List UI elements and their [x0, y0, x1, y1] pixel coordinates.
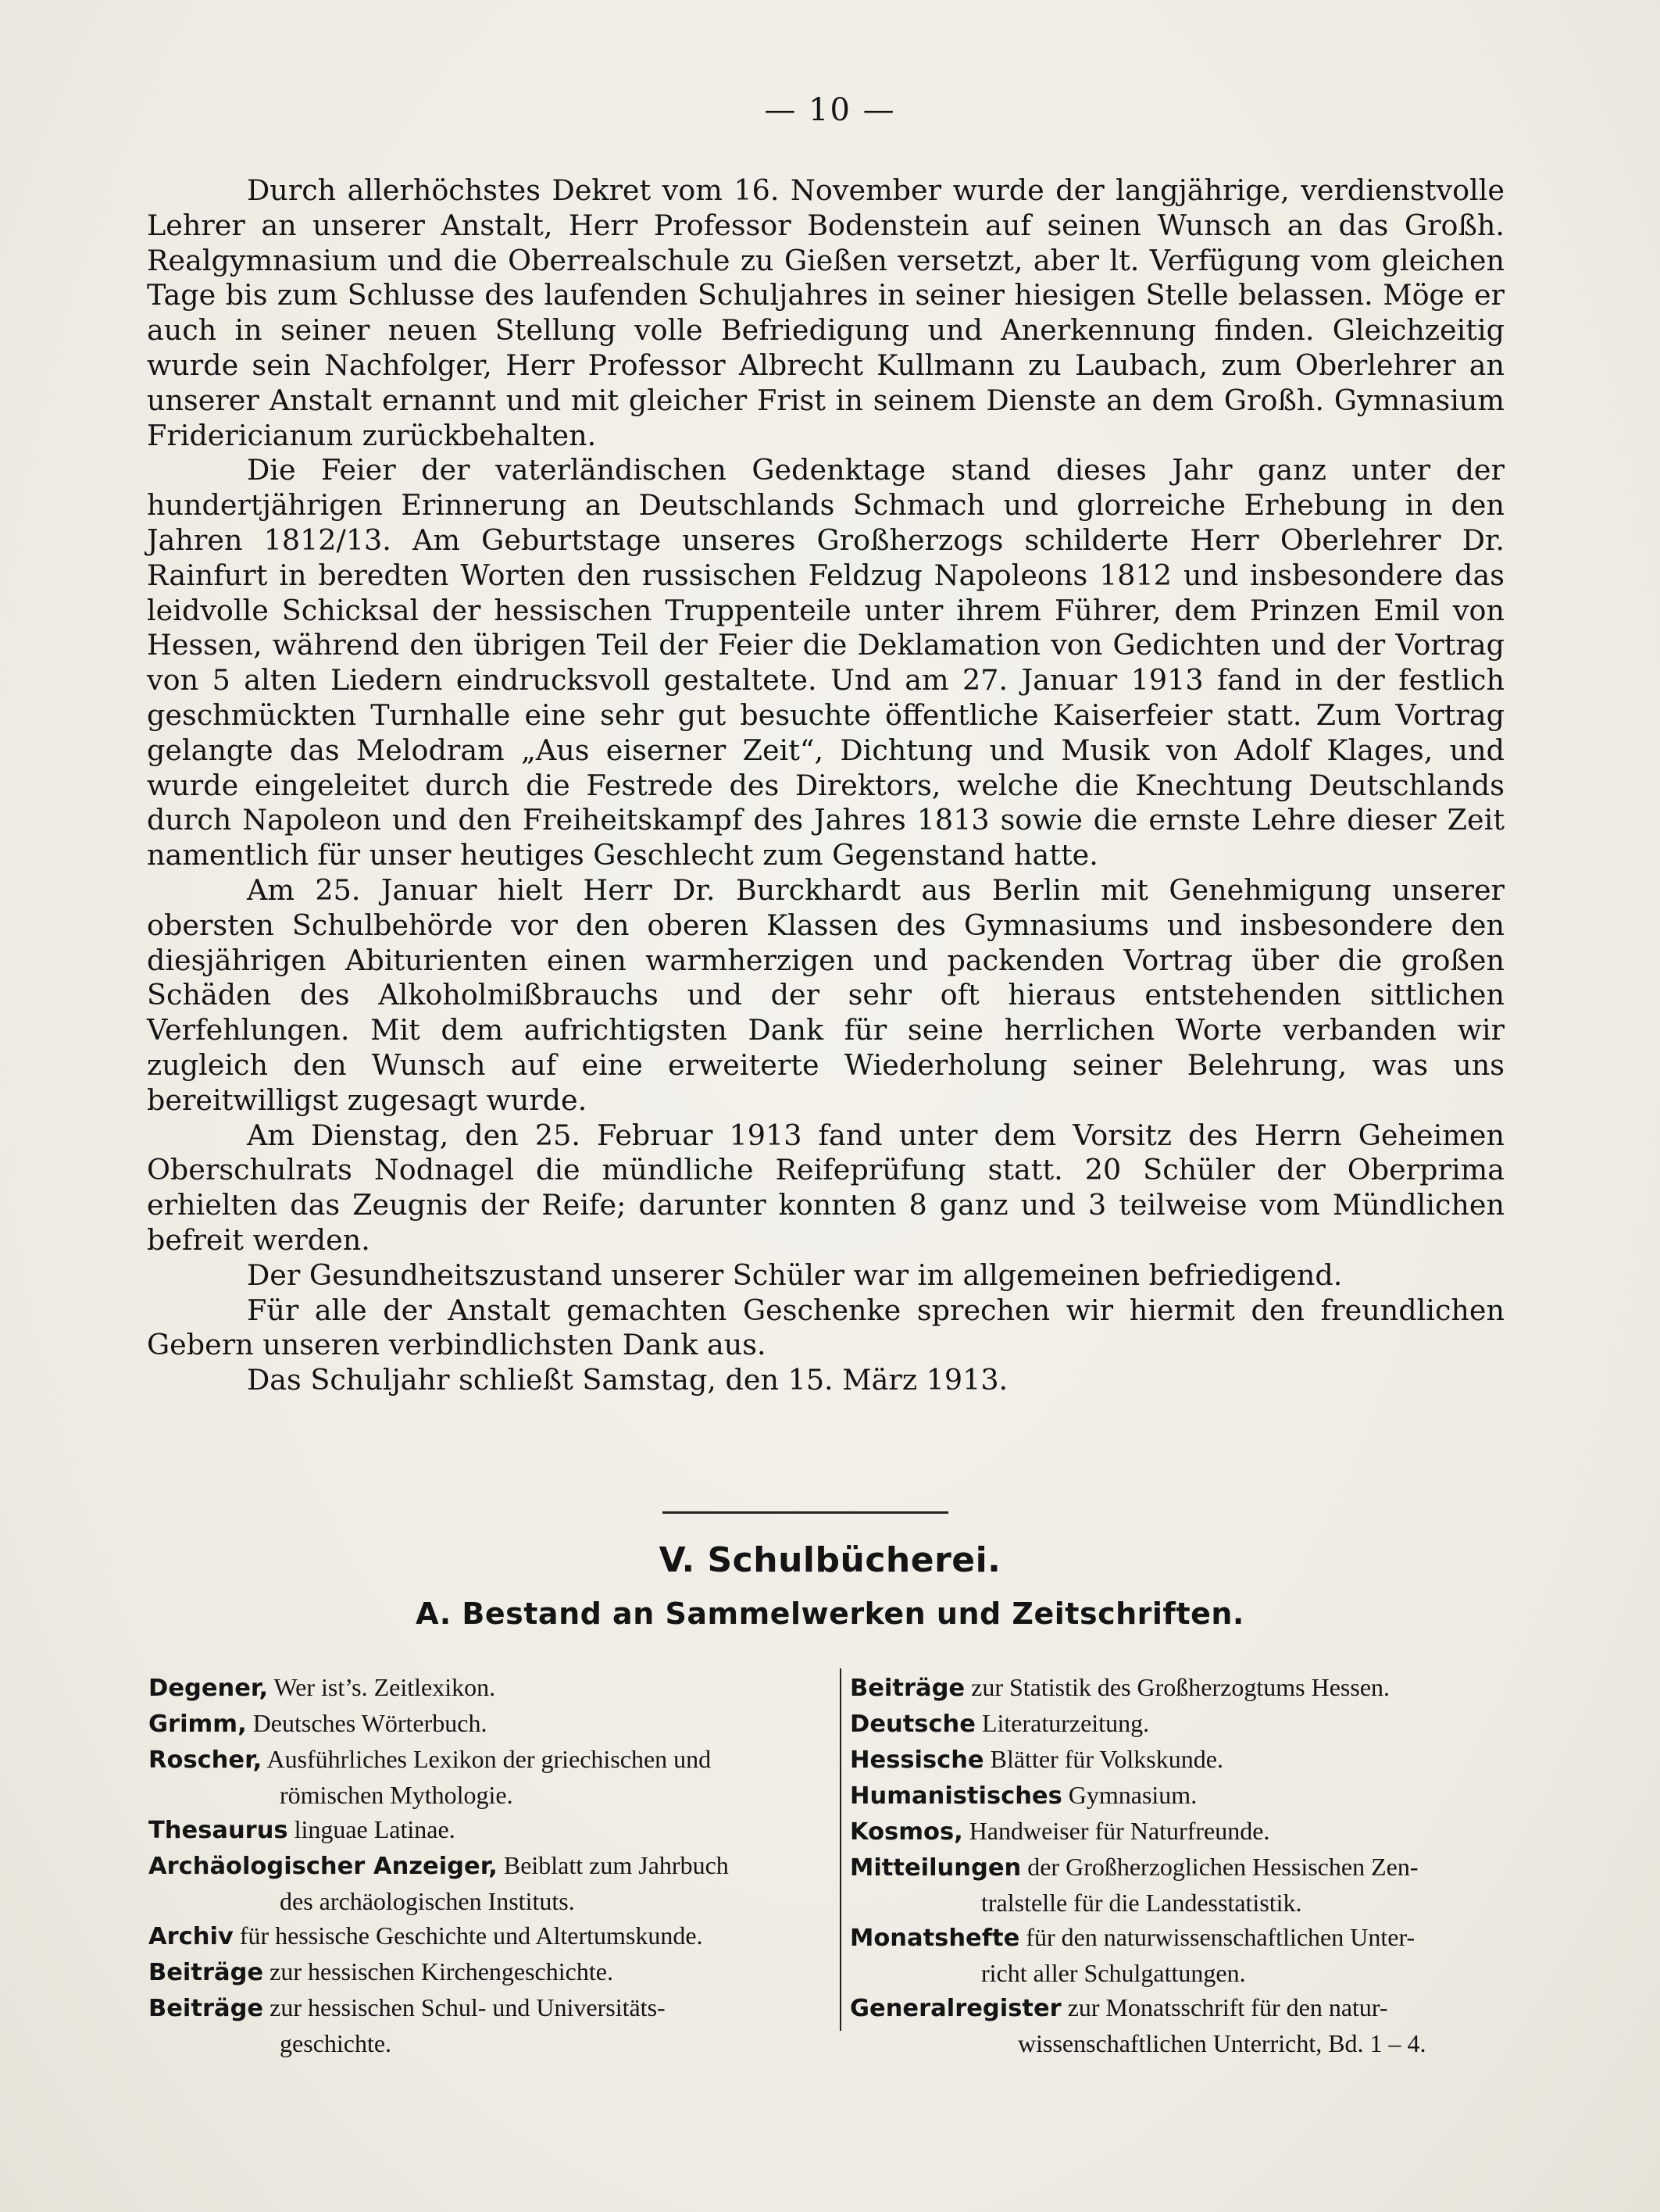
entry-text: für hessische Geschichte und Altertumskunde. — [239, 1921, 703, 1950]
entry-text: Deutsches Wörterbuch. — [252, 1709, 487, 1737]
paragraph: Der Gesundheitszustand unserer Schüler war im allgemeinen befriedigend. — [247, 1258, 1343, 1292]
paragraph: Die Feier der vaterländischen Gedenktage stand dieses Jahr ganz unter der hundertjährigen Erinnerung an Deutschlands Schmach und glorreiche Erhebung in den Jahren 1812/13. Am Geburtstage unseres Großherzogs schilderte Herr Oberlehrer Dr. Rainfurt in beredten Worten den russischen Feldzug Napoleons 1812 und insbesondere das leidvolle Schicksal der hessischen Truppenteile unter ihrem Führer, dem Prinzen Emil von Hessen, während den übrigen Teil der Feier die Deklamation von Gedichten und der Vortrag von 5 alten Liedern eindrucksvoll gestaltete. Und am 27. Januar 1913 fand in der festlich geschmückten Turnhalle eine sehr gut besuchte öffentliche Kaiserfeier statt. Zum Vortrag gelangte das Melodram „Aus eiserner Zeit“, Dichtung und Musik von Adolf Klages, und wurde eingeleitet durch die Festrede des Direktors, welche die Knechtung Deutschlands durch Napoleon und den Freiheitskampf des Jahres 1813 sowie die ernste Lehre dieser Zeit namentlich für unser heutiges Geschlecht zum Gegenstand hatte. — [147, 453, 1505, 872]
entry-text: Beiblatt zum Jahrbuch — [503, 1851, 729, 1879]
subsection-title: A. Bestand an Sammelwerken und Zeitschriften. — [416, 1597, 1244, 1631]
entry-text: Literaturzeitung. — [981, 1709, 1150, 1737]
list-item — [148, 1954, 830, 1990]
entry-key: Roscher, — [148, 1746, 262, 1774]
paragraph: Für alle der Anstalt gemachten Geschenke sprechen wir hiermit den freundlichen Gebern unseren verbindlichsten Dank aus. — [147, 1293, 1505, 1362]
entry-text: Blätter für Volkskunde. — [990, 1745, 1223, 1773]
paragraph: Am Dienstag, den 25. Februar 1913 fand unter dem Vorsitz des Herrn Geheimen Oberschulrats Nodnagel die mündliche Reifeprüfung statt. 20 Schüler der Oberprima erhielten das Zeugnis der Reife; darunter konnten 8 ganz und 3 teilweise vom Mündlichen befreit werden. — [147, 1118, 1505, 1257]
entry-text: zur Monatsschrift für den natur- — [1067, 1993, 1388, 2021]
list-item — [850, 1990, 1526, 2060]
entry-key: Deutsche — [850, 1711, 976, 1738]
entry-text: Handweiser für Naturfreunde. — [969, 1817, 1270, 1845]
entry-continuation: richt aller Schulgattungen. — [981, 1959, 1246, 1987]
entry-key: Archiv — [148, 1923, 234, 1950]
list-item — [148, 1990, 830, 2060]
entry-continuation: wissenschaftlichen Unterricht, Bd. 1 – 4. — [1018, 2029, 1426, 2057]
entry-key: Beiträge — [148, 1959, 264, 1986]
list-item — [850, 1814, 1526, 1850]
entry-key: Kosmos, — [850, 1818, 963, 1846]
list-item — [850, 1850, 1526, 1920]
paragraph: Durch allerhöchstes Dekret vom 16. November wurde der langjährige, verdienstvolle Lehrer an unserer Anstalt, Herr Professor Bodenstein auf seinen Wunsch an das Großh. Realgymnasium und die Oberrealschule zu Gießen versetzt, aber lt. Verfügung vom gleichen Tage bis zum Schlusse des laufenden Schuljahres in seiner hiesigen Stelle belassen. Möge er auch in seiner neuen Stellung volle Befriedigung und Anerkennung finden. Gleichzeitig wurde sein Nachfolger, Herr Professor Albrecht Kullmann zu Laubach, zum Oberlehrer an unserer Anstalt ernannt und mit gleicher Frist in seinem Dienste an dem Großh. Gymnasium Fridericianum zurückbehalten. — [147, 173, 1505, 452]
entry-key: Grimm, — [148, 1711, 247, 1738]
list-item — [148, 1918, 830, 1954]
entry-text: linguae Latinae. — [294, 1815, 455, 1843]
page-number: — 10 — — [764, 92, 896, 128]
entry-continuation: des archäologischen Instituts. — [280, 1887, 575, 1915]
entry-key: Thesaurus — [148, 1817, 288, 1844]
paragraph: Am 25. Januar hielt Herr Dr. Burckhardt aus Berlin mit Genehmigung unserer obersten Schulbehörde vor den oberen Klassen des Gymnasiums und insbesondere den diesjährigen Abiturienten einen warmherzigen und packenden Vortrag über die großen Schäden des Alkoholmißbrauchs und der sehr oft hieraus entstehenden sittlichen Verfehlungen. Mit dem aufrichtigsten Dank für seine herrlichen Worte verbanden wir zugleich den Wunsch auf eine erweiterte Wiederholung seiner Belehrung, was uns bereitwilligst zugesagt wurde. — [147, 872, 1505, 1117]
column-divider — [840, 1668, 841, 2031]
entry-continuation: geschichte. — [280, 2029, 392, 2057]
entry-text: zur hessischen Kirchengeschichte. — [270, 1957, 613, 1985]
body-text — [147, 173, 1505, 1398]
entry-key: Archäologischer Anzeiger, — [148, 1853, 498, 1880]
list-item — [148, 1742, 830, 1812]
entry-key: Degener, — [148, 1675, 269, 1702]
entry-key: Humanistisches — [850, 1782, 1062, 1810]
list-item — [850, 1706, 1526, 1742]
list-item — [148, 1812, 830, 1848]
list-item — [148, 1670, 830, 1706]
list-item — [148, 1848, 830, 1918]
entry-continuation: tralstelle für die Landesstatistik. — [981, 1889, 1302, 1917]
section-title: V. Schulbücherei. — [659, 1540, 1001, 1580]
entry-text: zur hessischen Schul- und Universitäts- — [270, 1993, 666, 2021]
entry-key: Mitteilungen — [850, 1854, 1022, 1882]
list-item — [850, 1670, 1526, 1706]
entry-text: der Großherzoglichen Hessischen Zen- — [1027, 1853, 1419, 1881]
list-item — [850, 1742, 1526, 1778]
entry-text: Wer ist’s. Zeitlexikon. — [273, 1673, 496, 1701]
entry-key: Monatshefte — [850, 1925, 1020, 1952]
entry-key: Generalregister — [850, 1995, 1062, 2022]
left-column — [148, 1670, 830, 2060]
list-item — [850, 1920, 1526, 1990]
list-item — [850, 1778, 1526, 1814]
entry-continuation: römischen Mythologie. — [280, 1781, 513, 1809]
entry-text: für den naturwissenschaftlichen Unter- — [1026, 1923, 1415, 1951]
section-divider — [662, 1511, 948, 1514]
entry-key: Beiträge — [148, 1995, 264, 2022]
entry-key: Beiträge — [850, 1675, 966, 1702]
entry-text: Gymnasium. — [1068, 1781, 1198, 1809]
right-column — [850, 1670, 1526, 2060]
entry-key: Hessische — [850, 1746, 984, 1774]
entry-text: Ausführliches Lexikon der griechischen und — [266, 1745, 712, 1773]
list-item — [148, 1706, 830, 1742]
paragraph: Das Schuljahr schließt Samstag, den 15. März 1913. — [247, 1363, 1008, 1397]
entry-text: zur Statistik des Großherzogtums Hessen. — [971, 1673, 1390, 1701]
